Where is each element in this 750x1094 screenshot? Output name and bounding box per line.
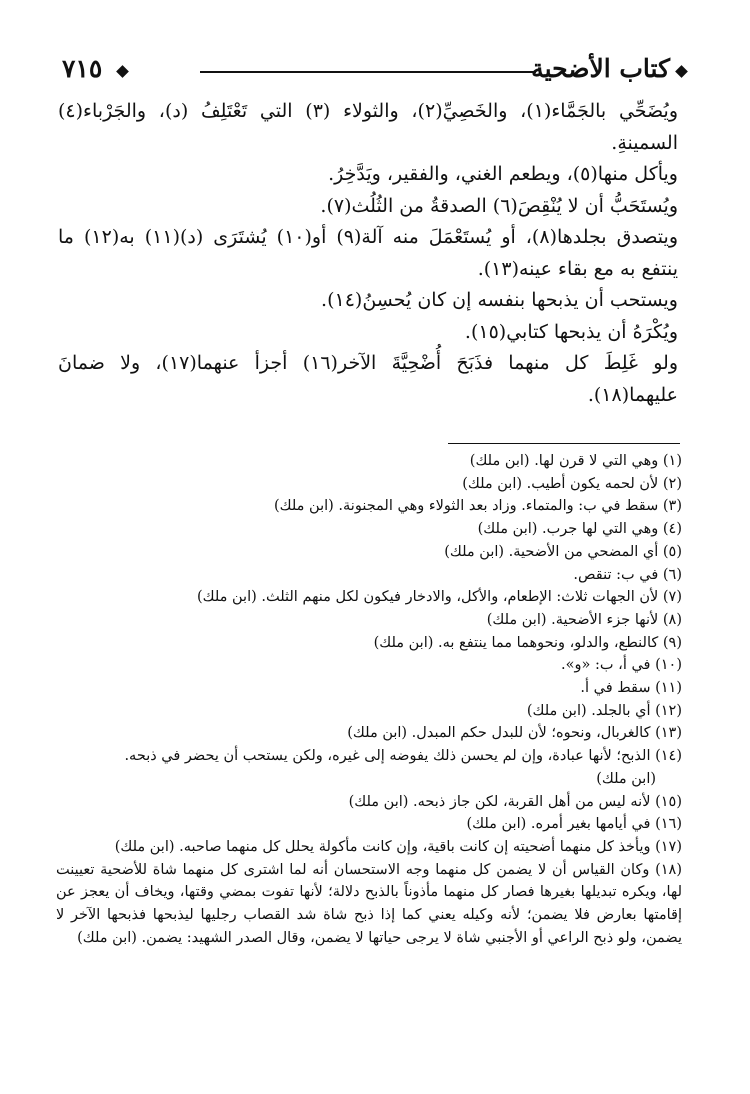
footnote: (٤) وهي التي لها جرب. (ابن ملك) bbox=[477, 521, 682, 538]
page-header bbox=[62, 52, 686, 92]
main-paragraph: ويُستَحَبُّ أن لا يُنْقِصَ(٦) الصدقةُ من الثُلُث(٧). bbox=[320, 194, 678, 217]
footnote: (١٥) لأنه ليس من أهل القربة، لكن جاز ذبحه. (ابن ملك) bbox=[348, 793, 682, 810]
page-number: ٧١٥ bbox=[62, 54, 103, 83]
footnote: (٢) لأن لحمه يكون أطيب. (ابن ملك) bbox=[462, 475, 682, 492]
header-diamond-left bbox=[116, 65, 129, 78]
footnote-separator bbox=[448, 443, 680, 444]
main-paragraph: ولو غَلِطَ كل منهما فذَبَحَ أُضْحِيَّةَ الآخر(١٦) أجزأ عنهما(١٧)، ولا ضمانَ عليهما(١٨). bbox=[58, 352, 679, 406]
footnotes bbox=[56, 450, 682, 949]
footnote: (١٨) وكان القياس أن لا يضمن كل منهما وجه الاستحسان أنه لما اشترى كل منهما شاة للأضحية تعيينت لها، ويكره تبديلها بغيرها فصار كل منهما مأذوناً بالذبح دلالة؛ لأنها تفوت بمضي وقتها، ويخاف أن يعجز عن إقامتها بعارض فلا يضمن؛ لأنه وكيله يعني كما إذا ذبح شاة شد القصاب رجليها ليذبحها فذبحها الآخر لا يضمن، ولو ذبح الراعي أو الأجنبي شاة لا يرجى حياتها لا يضمن، وقال الصدر الشهيد: يضمن. (ابن ملك) bbox=[56, 861, 682, 946]
main-paragraph: ويُكْرَهُ أن يذبحها كتابي(١٥). bbox=[464, 320, 678, 343]
footnote: (١٠) في أ، ب: «و». bbox=[561, 657, 682, 674]
header-diamond-right bbox=[675, 65, 688, 78]
footnote: (١) وهي التي لا قرن لها. (ابن ملك) bbox=[469, 453, 682, 469]
main-paragraph: ويأكل منها(٥)، ويطعم الغني، والفقير، ويَدَّخِرُ. bbox=[328, 163, 678, 185]
footnote: (١٦) في أيامها بغير أمره. (ابن ملك) bbox=[466, 816, 682, 833]
main-paragraph: ويُضَحِّي بالجَمَّاء(١)، والخَصِيِّ(٢)، والثولاء (٣) التي تَعْتَلِفُ (د)، والجَرْباء(٤) السمينةِ. bbox=[58, 100, 679, 154]
footnote: (١٤) الذبح؛ لأنها عبادة، وإن لم يحسن ذلك يفوضه إلى غيره، ولكن يستحب أن يحضر في ذبحه. bbox=[124, 748, 682, 765]
header-rule bbox=[200, 71, 536, 73]
footnote: (٦) في ب: تنقص. bbox=[573, 566, 682, 583]
footnote: (١٢) أي بالجلد. (ابن ملك) bbox=[526, 702, 682, 719]
main-text bbox=[58, 96, 678, 411]
footnote: (١٣) كالغربال، ونحوه؛ لأن للبدل حكم المبدل. (ابن ملك) bbox=[347, 725, 682, 742]
book-chapter-title: كتاب الأضحية bbox=[531, 54, 670, 83]
footnote: (٩) كالنطع، والدلو، ونحوهما مما ينتفع به. (ابن ملك) bbox=[373, 634, 682, 651]
footnote-continuation: (ابن ملك) bbox=[596, 770, 656, 787]
main-paragraph: ويستحب أن يذبحها بنفسه إن كان يُحسِنُ(١٤). bbox=[321, 289, 678, 311]
footnote: (١١) سقط في أ. bbox=[580, 680, 682, 697]
footnote: (٨) لأنها جزء الأضحية. (ابن ملك) bbox=[486, 611, 682, 628]
footnote: (٥) أي المضحي من الأضحية. (ابن ملك) bbox=[444, 543, 682, 560]
main-paragraph: ويتصدق بجلدها(٨)، أو يُستَعْمَلَ منه آلة(٩) أو(١٠) يُشتَرَى (د)(١١) به(١٢) ما ينتفع به مع بقاء عينه(١٣). bbox=[58, 226, 679, 280]
footnote: (١٧) ويأخذ كل منهما أضحيته إن كانت باقية، وإن كانت مأكولة يحلل كل منهما صاحبه. (ابن ملك) bbox=[114, 838, 682, 855]
footnote: (٣) سقط في ب: والمتماء. وزاد بعد الثولاء وهي المجنونة. (ابن ملك) bbox=[273, 498, 682, 515]
footnote: (٧) لأن الجهات ثلاث: الإطعام، والأكل، والادخار فيكون لكل منهم الثلث. (ابن ملك) bbox=[196, 589, 682, 606]
